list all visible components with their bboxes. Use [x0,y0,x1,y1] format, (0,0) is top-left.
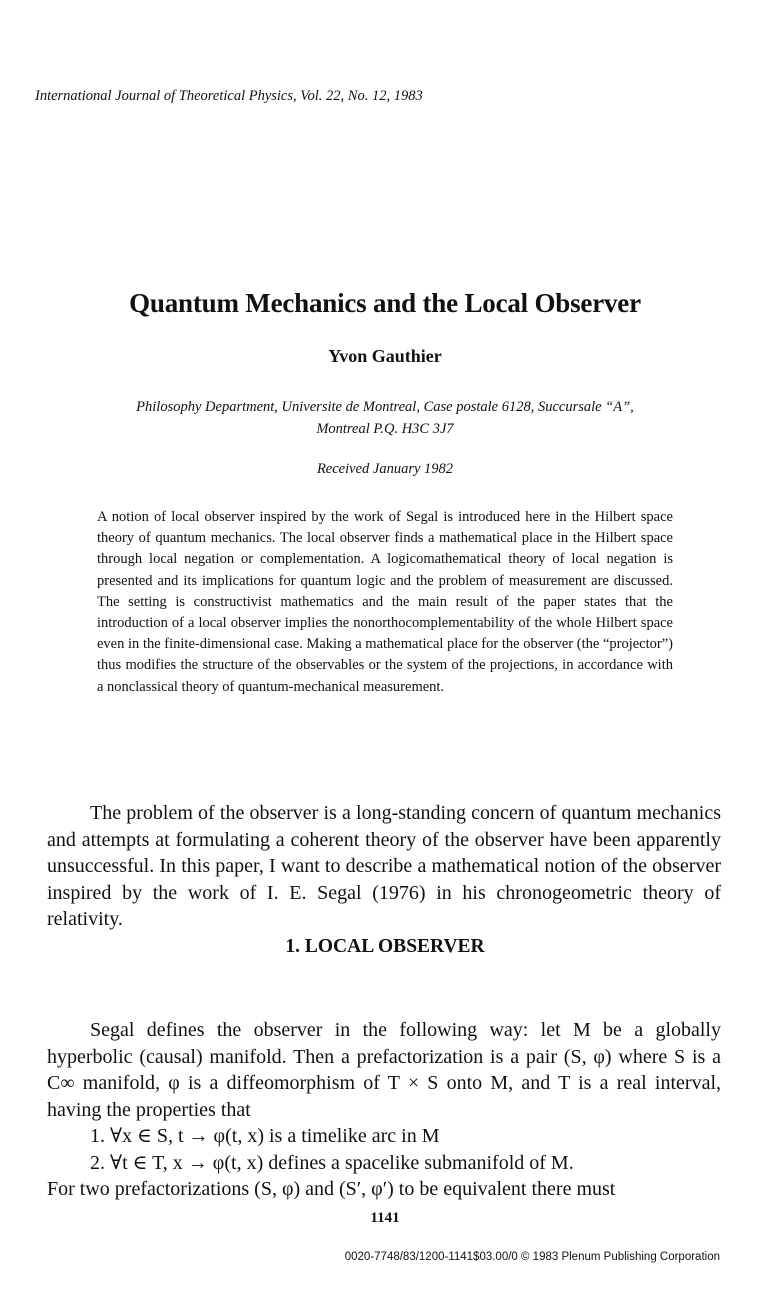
author-name: Yvon Gauthier [328,346,442,366]
body-paragraph-continued: For two prefactorizations (S, φ) and (S′, φ′) to be equivalent there must [47,1178,616,1200]
section-heading: 1. LOCAL OBSERVER [285,936,485,957]
article-title: Quantum Mechanics and the Local Observer [129,288,641,318]
list-item-1: 1. ∀x ∈ S, t → φ(t, x) is a timelike arc in M [90,1125,440,1147]
received-date: Received January 1982 [316,461,454,477]
list-item-2: 2. ∀t ∈ T, x → φ(t, x) defines a spacelike submanifold of M. [90,1151,574,1174]
affiliation-line-2: Montreal P.Q. H3C 3J7 [316,421,454,437]
page-number: 1141 [370,1210,400,1226]
copyright-line: 0020-7748/83/1200-1141$03.00/0 © 1983 Plenum Publishing Corporation [344,1251,720,1263]
section-body [47,1017,721,1203]
intro-paragraph: The problem of the observer is a long-standing concern of quantum mechanics and attempts at formulating a coherent theory of the observer have been apparently unsuccessful. In this paper, I want to describe a mathematical notion of the observer inspired by the work of I. E. Segal (1976) in his chronogeometric theory of relativity. [47,802,721,930]
abstract: A notion of local observer inspired by the work of Segal is introduced here in the Hilbert space theory of quantum mechanics. The local observer finds a mathematical place in the Hilbert space through local negation or complementation. A logicomathematical theory of local negation is presented and its implications for quantum logic and the problem of measurement are discussed. The setting is constructivist mathematics and the main result of the paper states that the introduction of a local observer implies the nonorthocomplementability of the whole Hilbert space even in the finite-dimensional case. Making a mathematical place for the observer (the “projector”) thus modifies the structure of the observables or the system of the projections, in accordance with a nonclassical theory of quantum-mechanical measurement. [97,509,673,695]
body-paragraph: Segal defines the observer in the following way: let M be a globally hyperbolic (causal) manifold. Then a prefactorization is a pair (S, φ) where S is a C∞ manifold, φ is a diffeomorphism of T × S onto M, and T is a real interval, having the properties that [47,1019,721,1121]
journal-citation: International Journal of Theoretical Physics, Vol. 22, No. 12, 1983 [35,88,423,104]
author-affiliation [60,396,710,440]
affiliation-line-1: Philosophy Department, Universite de Montreal, Case postale 6128, Succursale “A”, [136,399,634,415]
